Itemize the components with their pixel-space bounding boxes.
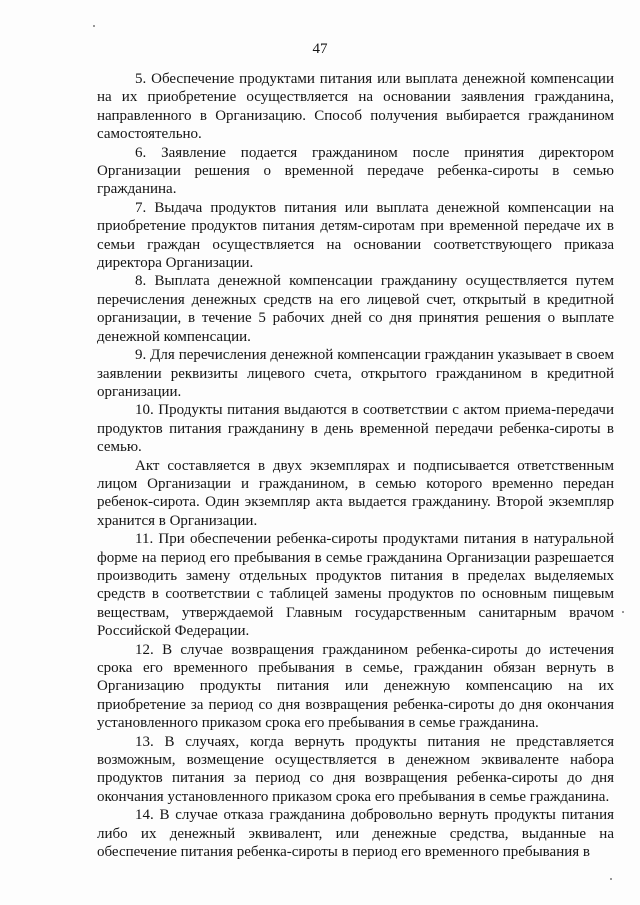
paragraph-7: 7. Выдача продуктов питания или выплата денежной компенсации на приобретение продуктов питания детям-сиротам при временной передаче их в семьи граждан осуществляется на основании соответствующего приказа директора Организации. <box>97 199 614 272</box>
scan-speck <box>93 25 95 27</box>
document-body <box>97 70 614 861</box>
paragraph-6: 6. Заявление подается гражданином после принятия директором Организации решения о временной передаче ребенка-сироты в семью гражданина. <box>97 144 614 198</box>
scan-speck <box>610 878 612 880</box>
paragraph-14: 14. В случае отказа гражданина добровольно вернуть продукты питания либо их денежный эквивалент, или денежные средства, выданные на обеспечение питания ребенка-сироты в период его временного пребывания в <box>97 807 614 861</box>
paragraph-9: 9. Для перечисления денежной компенсации гражданин указывает в своем заявлении реквизиты лицевого счета, открытого гражданином в кредитной организации. <box>97 347 614 400</box>
paragraph-11: 11. При обеспечении ребенка-сироты продуктами питания в натуральной форме на период его пребывания в семье гражданина Организации разрешается производить замену отдельных продуктов питания в пределах выделяемых средств в соответствии с таблицей замены продуктов по основным пищевым веществам, утверждаемой Главным государственным санитарным врачом Российской Федерации. <box>97 531 614 640</box>
scan-speck <box>622 611 624 613</box>
paragraph-8: 8. Выплата денежной компенсации гражданину осуществляется путем перечисления денежных средств на его лицевой счет, открытый в кредитной организации, в течение 5 рабочих дней со дня принятия решения о выплате денежной компенсации. <box>97 273 614 345</box>
paragraph-13: 13. В случаях, когда вернуть продукты питания не представляется возможным, возмещение осуществляется в денежном эквиваленте набора продуктов питания за период со дня возвращения ребенка-сироты до дня окончания установленного приказом срока его пребывания в семье гражданина. <box>97 733 614 805</box>
paragraph-12: 12. В случае возвращения гражданином ребенка-сироты до истечения срока его временного пребывания в семье, гражданин обязан вернуть в Организацию продукты питания или денежную компенсацию на их приобретение за период со дня возвращения ребенка-сироты до дня окончания установленного приказом срока его пребывания в семье гражданина. <box>97 641 614 732</box>
paragraph-5: 5. Обеспечение продуктами питания или выплата денежной компенсации на их приобретение осуществляется на основании заявления гражданина, направленного в Организацию. Способ получения выбирается гражданином самостоятельно. <box>97 71 614 143</box>
paragraph-act: Акт составляется в двух экземплярах и подписывается ответственным лицом Организации и гражданином, в семью которого временно передан ребенок-сирота. Один экземпляр акта выдается гражданину. Второй экземпляр хранится в Организации. <box>97 457 614 529</box>
page-number: 47 <box>312 41 328 57</box>
paragraph-10: 10. Продукты питания выдаются в соответствии с актом приема-передачи продуктов питания гражданину в день временной передачи ребенка-сироты в семью. <box>97 402 614 456</box>
